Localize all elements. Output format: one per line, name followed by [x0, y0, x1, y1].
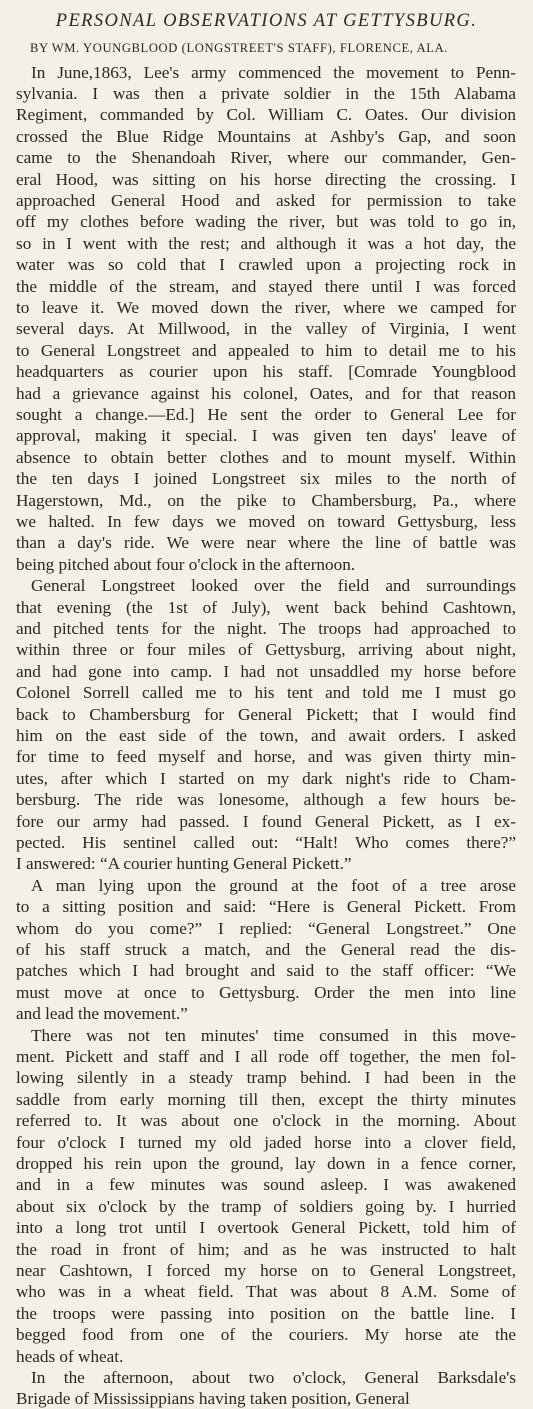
body-line: bersburg. The ride was lonesome, although a few hours be-: [16, 790, 516, 810]
article-byline: BY WM. YOUNGBLOOD (LONGSTREET'S STAFF), FLORENCE, ALA.: [30, 41, 449, 55]
body-line: sylvania. I was then a private soldier in the 15th Alabama: [16, 83, 516, 103]
body-line: and lead the movement.”: [16, 1004, 188, 1024]
body-line: sought a change.—Ed.] He sent the order to General Lee for: [16, 404, 516, 424]
body-line: several days. At Millwood, in the valley of Virginia, I went: [16, 319, 516, 339]
body-line: heads of wheat.: [16, 1346, 124, 1366]
body-line: Colonel Sorrell called me to his tent and told me I must go: [16, 683, 516, 703]
body-line: to leave it. We moved down the river, where we camped for: [16, 297, 516, 317]
body-line: to a sitting position and said: “Here is General Pickett. From: [16, 897, 516, 917]
body-line: saddle from early morning till then, except the thirty minutes: [16, 1089, 516, 1109]
body-line: A man lying upon the ground at the foot of a tree arose: [31, 875, 516, 895]
body-line: had a grievance against his colonel, Oates, and for that reason: [16, 383, 516, 403]
body-line: him on the east side of the town, and await orders. I asked: [16, 725, 516, 745]
body-line: dropped his rein upon the ground, lay down in a fence corner,: [16, 1153, 516, 1173]
body-line: lowing silently in a steady tramp behind. I had been in the: [16, 1068, 516, 1088]
body-line: whom do you come?” I replied: “General Longstreet.” One: [16, 918, 516, 938]
body-line: headquarters as courier upon his staff. [Comrade Youngblood: [16, 362, 516, 382]
body-line: approval, making it special. I was given ten days' leave of: [16, 426, 516, 446]
body-line: being pitched about four o'clock in the afternoon.: [16, 554, 356, 574]
body-line: within three or four miles of Gettysburg, arriving about night,: [16, 640, 516, 660]
body-line: In the afternoon, about two o'clock, General Barksdale's: [31, 1367, 516, 1387]
body-line: General Longstreet looked over the field and surroundings: [31, 576, 516, 596]
body-line: approached General Hood and asked for permission to take: [16, 190, 516, 210]
article-title: PERSONAL OBSERVATIONS AT GETTYSBURG.: [55, 11, 478, 31]
body-line: the road in front of him; and as he was instructed to halt: [16, 1239, 516, 1259]
body-line: pected. His sentinel called out: “Halt! Who comes there?”: [16, 832, 516, 852]
body-line: of his staff struck a match, and the General read the dis-: [16, 939, 516, 959]
body-line: begged food from one of the couriers. My horse ate the: [16, 1325, 516, 1345]
body-line: near Cashtown, I forced my horse on to General Longstreet,: [16, 1260, 516, 1280]
body-line: the middle of the stream, and stayed there until I was forced: [16, 276, 516, 296]
body-line: crossed the Blue Ridge Mountains at Ashby's Gap, and soon: [16, 126, 516, 146]
body-line: I answered: “A courier hunting General Pickett.”: [16, 854, 352, 874]
body-line: the troops were passing into position on the battle line. I: [16, 1303, 516, 1323]
body-line: utes, after which I started on my dark night's ride to Cham-: [16, 768, 516, 788]
body-line: off my clothes before wading the river, but was told to go in,: [16, 212, 516, 232]
body-line: Hagerstown, Md., on the pike to Chambersburg, Pa., where: [16, 490, 516, 510]
body-line: and had gone into camp. I had not unsaddled my horse before: [16, 661, 516, 681]
body-line: four o'clock I turned my old jaded horse into a clover field,: [16, 1132, 516, 1152]
body-line: patches which I had brought and said to the staff officer: “We: [16, 961, 516, 981]
body-line: Regiment, commanded by Col. William C. Oates. Our division: [16, 105, 516, 125]
body-line: than a day's ride. We were near where the line of battle was: [16, 533, 516, 553]
body-line: fore our army had passed. I found General Pickett, as I ex-: [16, 811, 516, 831]
body-line: for time to feed myself and horse, and was given thirty min-: [16, 747, 516, 767]
body-line: came to the Shenandoah River, where our commander, Gen-: [16, 148, 516, 168]
body-line: Brigade of Mississippians having taken position, General: [16, 1389, 410, 1409]
body-line: eral Hood, was sitting on his horse directing the crossing. I: [16, 169, 516, 189]
body-line: referred to. It was about one o'clock in the morning. About: [16, 1111, 516, 1131]
body-line: back to Chambersburg for General Pickett; that I would find: [16, 704, 516, 724]
body-line: water was so cold that I crawled upon a projecting rock in: [16, 255, 516, 275]
body-line: about six o'clock by the tramp of soldiers going by. I hurried: [16, 1196, 516, 1216]
body-line: we halted. In few days we moved on toward Gettysburg, less: [16, 511, 516, 531]
body-line: the ten days I joined Longstreet six miles to the north of: [16, 469, 516, 489]
body-line: that evening (the 1st of July), went back behind Cashtown,: [16, 597, 516, 617]
body-line: must move at once to Gettysburg. Order the men into line: [16, 982, 516, 1002]
body-line: and pitched tents for the night. The troops had approached to: [16, 618, 516, 638]
body-line: ment. Pickett and staff and I all rode off together, the men fol-: [16, 1046, 516, 1066]
body-line: who was in a wheat field. That was about 8 A.M. Some of: [16, 1282, 516, 1302]
body-line: to General Longstreet and appealed to him to detail me to his: [16, 340, 516, 360]
body-line: In June,1863, Lee's army commenced the movement to Penn-: [31, 62, 516, 82]
body-line: There was not ten minutes' time consumed in this move-: [31, 1025, 516, 1045]
body-line: so in I went with the rest; and although it was a hot day, the: [16, 233, 516, 253]
body-line: into a long trot until I overtook General Pickett, told him of: [16, 1218, 516, 1238]
body-line: and in a few minutes was sound asleep. I was awakened: [16, 1175, 516, 1195]
body-line: absence to obtain better clothes and to mount myself. Within: [16, 447, 516, 467]
